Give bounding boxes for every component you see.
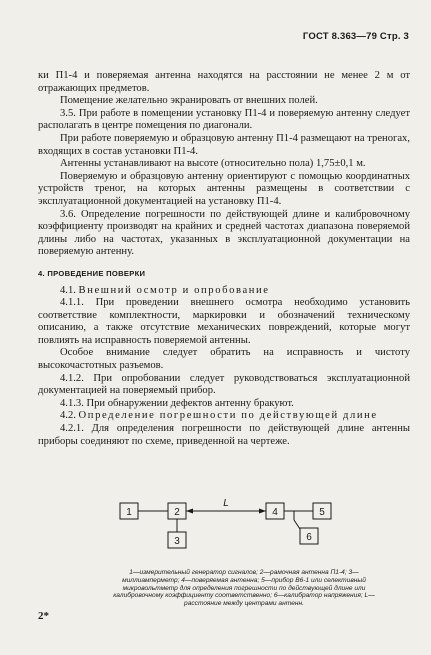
paragraph: 4.1.3. При обнаружении дефектов антенну бракуют. bbox=[60, 397, 294, 409]
paragraph: 4.1.2. При опробовании следует руководствоваться эксплуатационной документацией на поверяемый прибор. bbox=[38, 372, 410, 397]
arrow-right-icon bbox=[259, 509, 266, 514]
paragraph: 4.2.1. Для определения погрешности по действующей длине антенны приборы соединяют по схеме, приведенной на чертеже. bbox=[38, 423, 410, 447]
block-5-label: 5 bbox=[319, 507, 325, 518]
figure-caption: 1—измерительный генератор сигналов; 2—рамочная антенна П1-4; 3—миллиамперметр; 4—поверяемая антенна; 5—прибор В6-1 или селективный микровольтметр для определения погрешности по действующей длине или калибровочному коэффициенту соответственно; 6—калибратор напряжения; L—расстояние между центрами антенн. bbox=[113, 569, 375, 608]
subsection-heading bbox=[38, 410, 410, 423]
section-title: 4. ПРОВЕДЕНИЕ ПОВЕРКИ bbox=[38, 268, 146, 278]
paragraph: Особое внимание следует обратить на исправность и чистоту высокочастотных разъемов. bbox=[38, 347, 410, 372]
block-4-label: 4 bbox=[272, 507, 278, 518]
paragraph: 3.5. При работе в помещении установку П1-4 и поверяемую антенну следует располагать в центре помещения по диагонали. bbox=[38, 107, 410, 132]
paragraph: 4.1.1. При проведении внешнего осмотра необходимо установить соответствие комплектности, маркировки и обозначений техническому описанию, а также отсутствие механических повреждений, которые могут повлиять на исправность поверяемой антенны. bbox=[38, 297, 410, 346]
switch-icon bbox=[294, 520, 300, 529]
page-number: 2* bbox=[38, 610, 49, 622]
block-6-label: 6 bbox=[306, 532, 312, 543]
paragraph: Поверяемую и образцовую антенну ориентируют с помощью координатных устройств треног, на которых антенны размещены в соответствии с эксплуатационной документацией на установку П1-4. bbox=[38, 170, 410, 207]
subsection-title: Определение погрешности по действующей длине bbox=[78, 410, 378, 422]
body-text bbox=[38, 70, 410, 448]
paragraph: При работе поверяемую и образцовую антенну П1-4 размещают на треногах, входящих в состав установки П1-4. bbox=[38, 132, 410, 157]
block-1-label: 1 bbox=[126, 507, 132, 518]
subsection-number: 4.1. bbox=[60, 284, 76, 296]
paragraph: Помещение желательно экранировать от внешних полей. bbox=[60, 95, 318, 107]
connection-diagram bbox=[112, 490, 372, 560]
paragraph: ки П1-4 и поверяемая антенна находятся на расстоянии не менее 2 м от отражающих предметов. bbox=[38, 70, 410, 94]
subsection-number: 4.2. bbox=[60, 410, 76, 422]
paragraph: Антенны устанавливают на высоте (относительно пола) 1,75±0,1 м. bbox=[60, 158, 366, 170]
block-2-label: 2 bbox=[174, 507, 180, 518]
block-3-label: 3 bbox=[174, 536, 180, 547]
diagram-svg bbox=[112, 490, 372, 560]
paragraph: 3.6. Определение погрешности по действующей длине и калибровочному коэффициенту производят на крайних и средней частотах диапазона поверяемой длины либо на частотах, указанных в эксплуатационной документации на поверяемую антенну. bbox=[38, 208, 410, 258]
page-header: ГОСТ 8.363—79 Стр. 3 bbox=[302, 31, 409, 42]
arrow-left-icon bbox=[186, 509, 193, 514]
subsection-heading bbox=[38, 285, 410, 298]
distance-label: L bbox=[223, 498, 229, 509]
subsection-title: Внешний осмотр и опробование bbox=[78, 284, 270, 296]
